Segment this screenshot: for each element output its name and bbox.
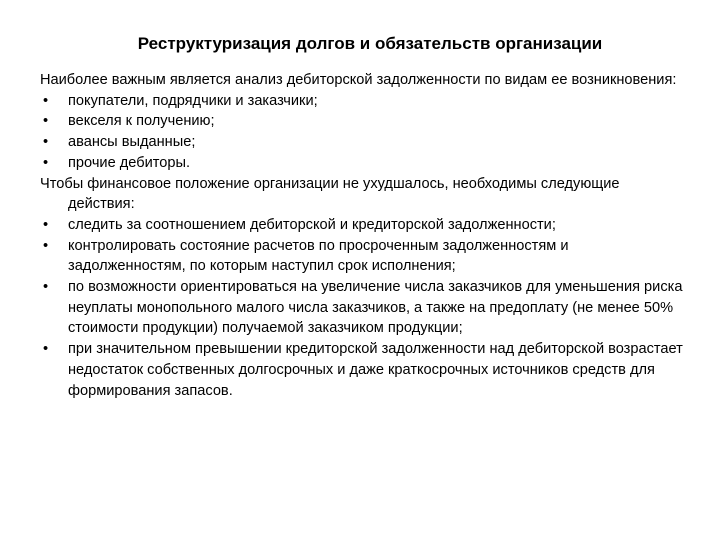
list-item-text: векселя к получению; xyxy=(68,113,215,130)
list-item-text: прочие дебиторы. xyxy=(68,154,191,171)
bullet-icon: • xyxy=(43,279,49,296)
list-item xyxy=(40,215,690,236)
bullet-icon: • xyxy=(43,113,49,130)
list-item xyxy=(40,339,690,401)
list-item xyxy=(40,153,690,174)
bullet-icon: • xyxy=(43,216,49,233)
list-item-text: следить за соотношением дебиторской и кредиторской задолженности; xyxy=(68,216,556,233)
bullet-icon: • xyxy=(43,237,49,254)
bullet-icon: • xyxy=(43,92,49,109)
list-item-text: авансы выданные; xyxy=(68,134,196,151)
bullet-icon: • xyxy=(43,134,49,151)
list-item-text: контролировать состояние расчетов по просроченным задолженностям и задолженностям, по которым наступил срок исполнения; xyxy=(68,237,569,275)
bullet-icon: • xyxy=(43,341,49,358)
list-item xyxy=(40,91,690,112)
list-item xyxy=(40,236,690,277)
slide-body xyxy=(40,70,690,401)
list-item xyxy=(40,111,690,132)
list-item-text: покупатели, подрядчики и заказчики; xyxy=(68,92,318,109)
list-item-text: по возможности ориентироваться на увеличение числа заказчиков для уменьшения риска неуплаты монопольного малого числа заказчиков, а также на предоплату (не менее 50% стоимости продукции) получаемой заказчиком продукции; xyxy=(68,279,683,337)
intro-paragraph-debtors: Наиболее важным является анализ дебиторской задолженности по видам ее возникновения: xyxy=(40,72,677,88)
list-item xyxy=(40,132,690,153)
slide-title: Реструктуризация долгов и обязательств организации xyxy=(137,34,603,53)
list-item xyxy=(40,277,690,339)
list-item-text: при значительном превышении кредиторской задолженности над дебиторской возрастает недостаток собственных долгосрочных и даже краткосрочных источников средств для формирования запасов. xyxy=(68,341,683,399)
bullet-icon: • xyxy=(43,154,49,171)
intro-paragraph-actions: Чтобы финансовое положение организации не ухудшалось, необходимы следующие действия: xyxy=(40,175,620,213)
